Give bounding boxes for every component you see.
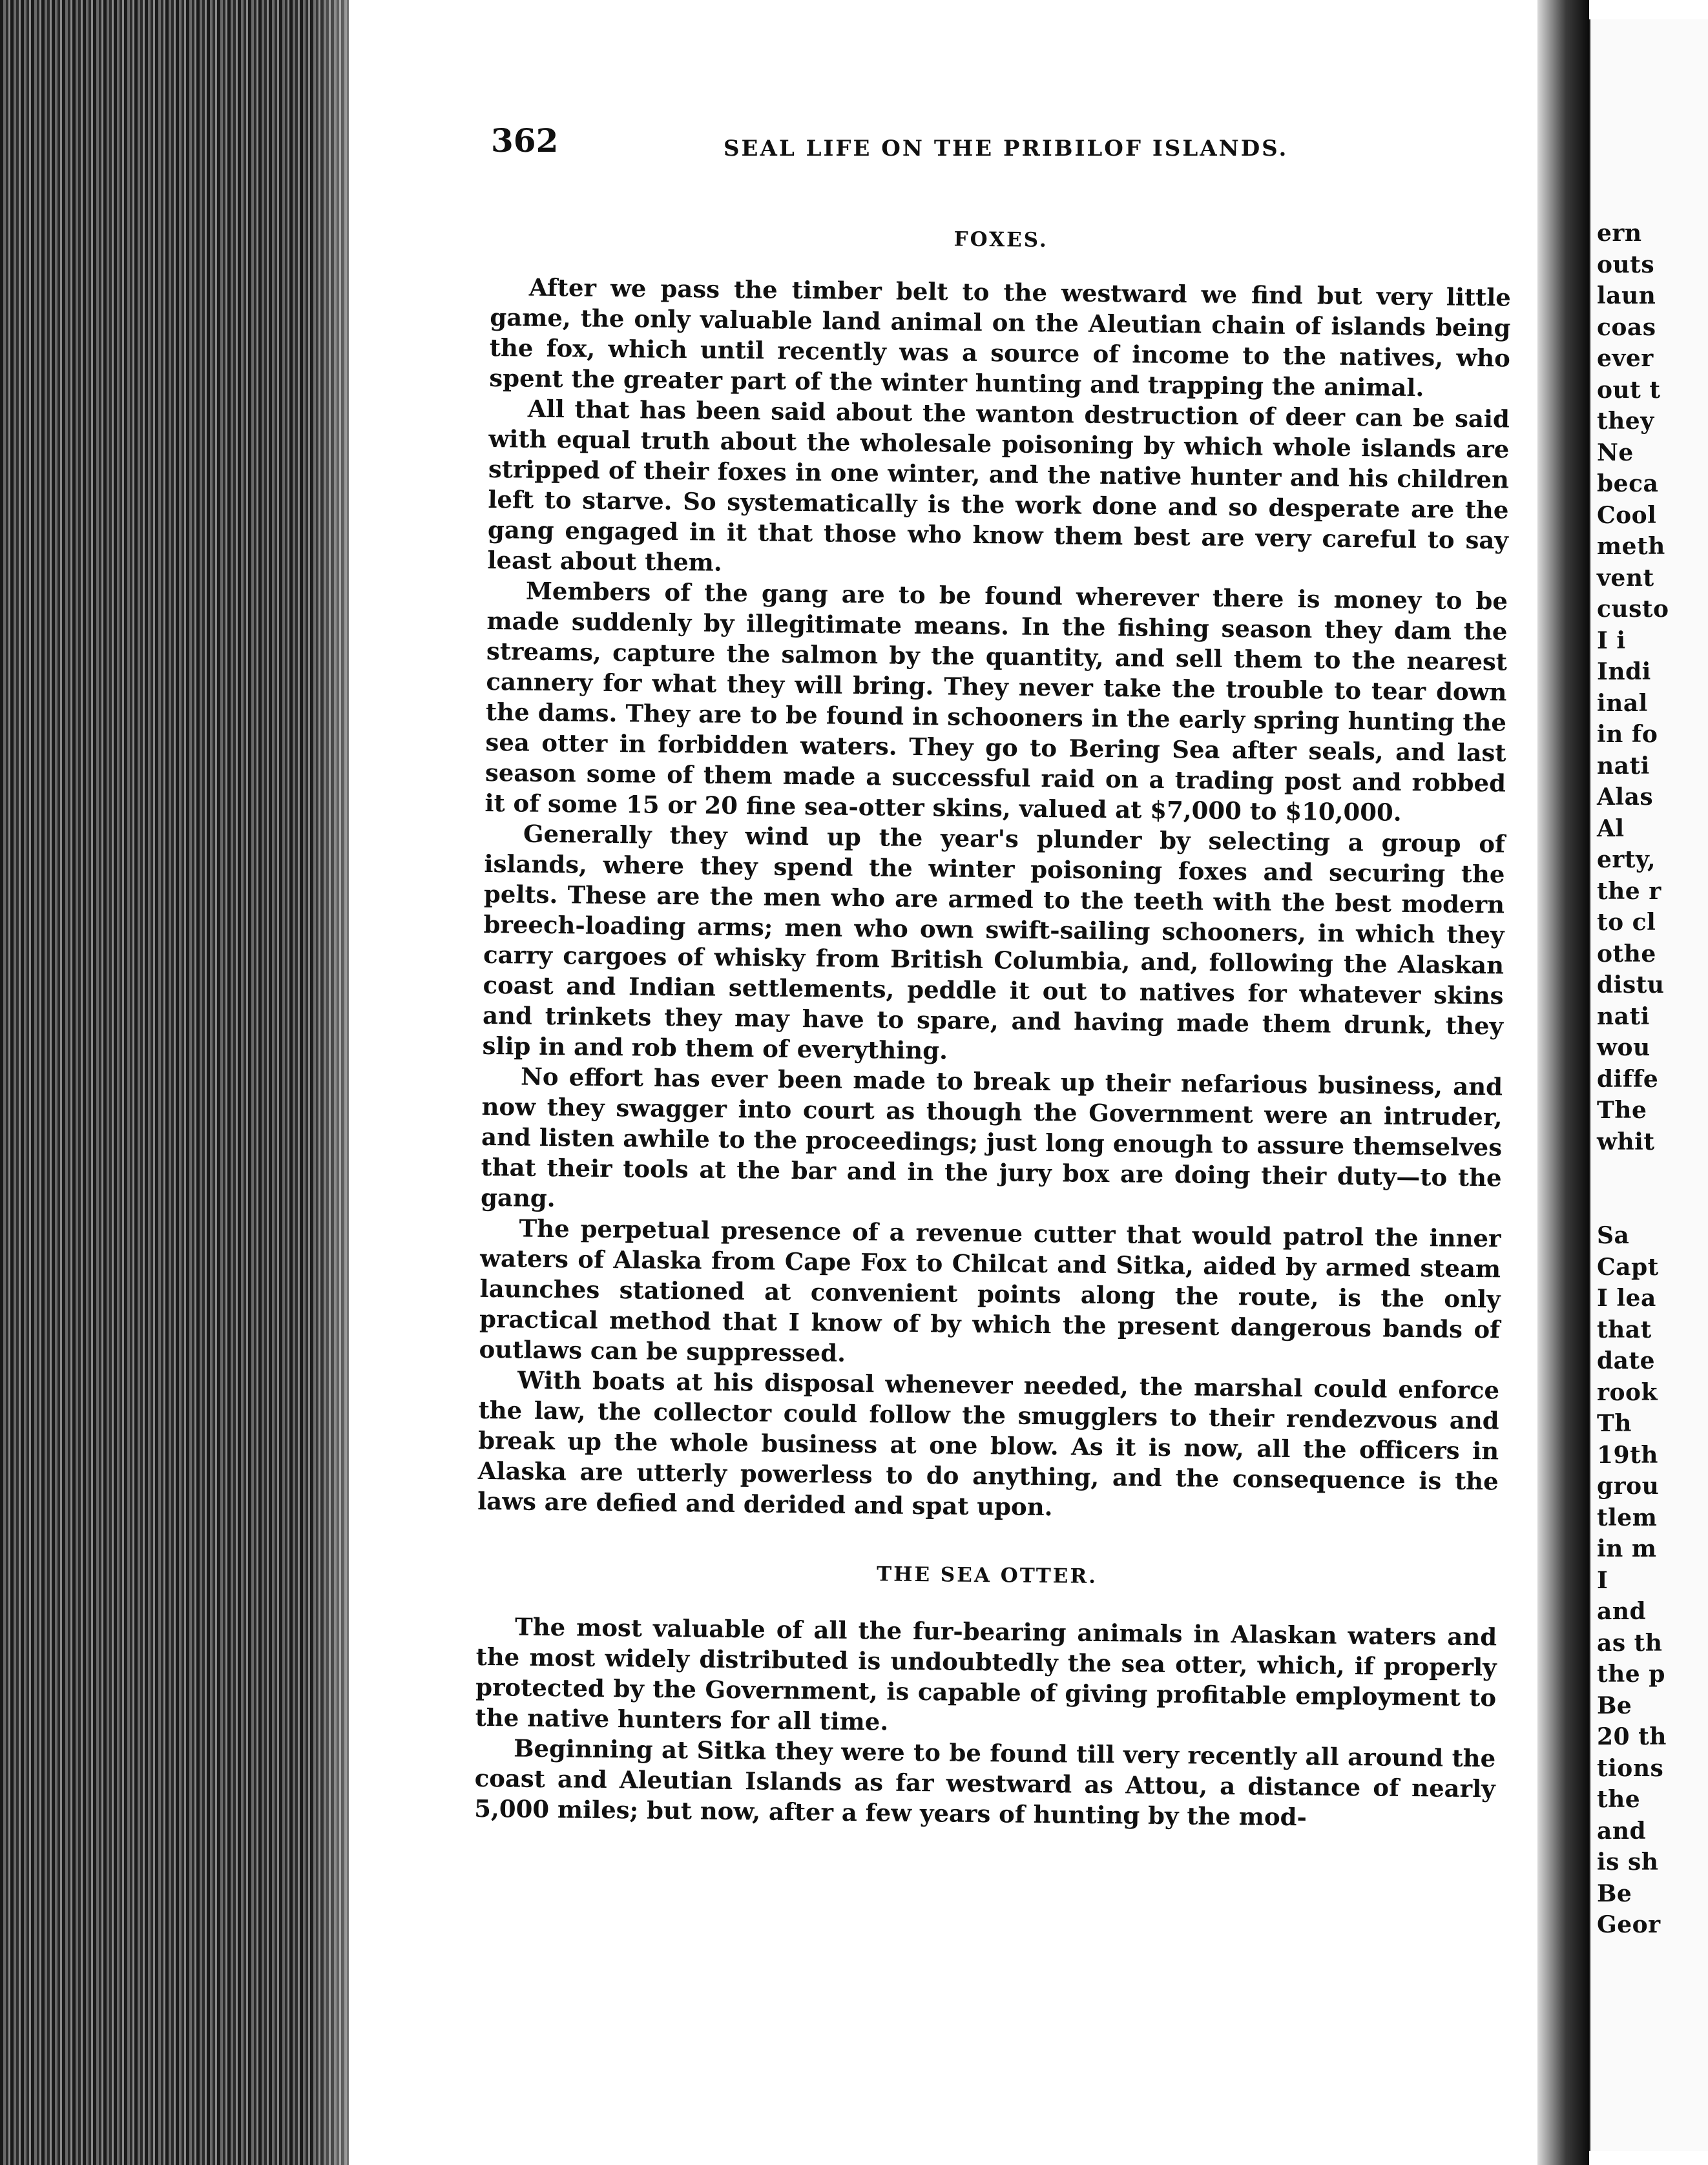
facing-page-fragment: Sa — [1597, 1222, 1630, 1249]
paragraph: The most valuable of all the fur-bearing animals in Alaskan waters and the most widely distributed is undoubtedly the sea otter, which, if properly protected by the Government, is capable of giving profitable employment to the native hunters for all time. — [475, 1612, 1497, 1736]
facing-page-fragment: Th — [1597, 1410, 1632, 1437]
facing-page-fragment: they — [1597, 408, 1654, 435]
paragraph: Members of the gang are to be found wherever there is money to be made suddenly by illegitimate means. In the fishing season they dam the streams, capture the salmon by the quantity, and sell them to the nearest cannery for what they will bring. They never take the trouble to tear down the dams. They are to be found in schooners in the early spring hunting the sea otter in forbidden waters. They go to Bering Sea after seals, and last season some of them made a successful raid on a trading post and robbed it of some 15 or 20 fine sea-otter skins, valued at $7,000 to $10,000. — [484, 576, 1508, 827]
facing-page-fragment: coas — [1597, 313, 1656, 341]
running-head — [491, 121, 1525, 167]
facing-page-fragment: and — [1597, 1817, 1647, 1845]
facing-page-fragment: I — [1597, 1566, 1609, 1594]
facing-page-fragment: meth — [1597, 533, 1665, 560]
facing-page-fragment: vent — [1597, 564, 1654, 592]
facing-page-fragment: in fo — [1597, 721, 1658, 748]
facing-page-fragment: custo — [1597, 596, 1669, 623]
facing-page-fragment: wou — [1597, 1034, 1651, 1061]
section-heading-sea-otter: THE SEA OTTER. — [876, 1562, 1098, 1588]
section-heading-foxes: FOXES. — [953, 227, 1049, 253]
page-gutter-shadow — [1537, 0, 1589, 2165]
facing-page-fragment: 19th — [1597, 1441, 1658, 1469]
facing-page-fragment: Ne — [1597, 439, 1634, 466]
facing-page-fragment: rook — [1597, 1378, 1658, 1406]
facing-page-fragment: The — [1597, 1097, 1647, 1124]
facing-page-fragment: Indi — [1597, 658, 1651, 685]
facing-page-fragment: tions — [1597, 1754, 1664, 1782]
page-body — [474, 220, 1512, 1834]
facing-page-fragment: nati — [1597, 1002, 1650, 1030]
facing-page-fragment: inal — [1597, 689, 1648, 717]
paragraph: After we pass the timber belt to the westward we find but very little game, the only valuable land animal on the Aleutian chain of islands being the fox, which until recently was a source of income to the natives, who spent the greater part of the winter hunting and trapping the animal. — [489, 273, 1512, 402]
facing-page-fragment: the p — [1597, 1661, 1665, 1688]
facing-page-fragment: othe — [1597, 940, 1656, 968]
facing-page-fragment: the — [1597, 1786, 1641, 1813]
facing-page-fragment: Al — [1597, 814, 1625, 842]
facing-page-fragment: ever — [1597, 345, 1654, 372]
facing-page-fragment: erty, — [1597, 846, 1656, 873]
facing-page-fragment: Capt — [1597, 1253, 1659, 1281]
paragraph: With boats at his disposal whenever needed, the marshal could enforce the law, the collector could follow the smugglers to their rendezvous and break up the whole business at one blow. As it is now, all the officers in Alaska are utterly powerless to do anything, and the consequence is the laws are defied and derided and spat upon. — [477, 1365, 1500, 1522]
page-number: 362 — [491, 121, 559, 160]
facing-page-fragment: Cool — [1597, 501, 1657, 529]
facing-page-fragment: 20 th — [1597, 1723, 1667, 1750]
facing-page-fragment: tlem — [1597, 1504, 1658, 1531]
facing-page-fragment: I i — [1597, 627, 1626, 654]
facing-page-fragment: Geor — [1597, 1911, 1661, 1938]
facing-page-fragment: ern — [1597, 220, 1642, 247]
facing-page-fragment: Be — [1597, 1692, 1632, 1719]
facing-page-fragment: beca — [1597, 470, 1659, 497]
facing-page-fragment: to cl — [1597, 909, 1656, 936]
facing-page-fragment: Alas — [1597, 783, 1654, 811]
facing-page-fragment: nati — [1597, 752, 1650, 780]
facing-page-fragment: laun — [1597, 282, 1656, 309]
facing-page — [1589, 19, 1708, 2151]
facing-page-fragment: in m — [1597, 1535, 1657, 1562]
facing-page-fragment: I lea — [1597, 1285, 1656, 1312]
facing-page-fragment: whit — [1597, 1128, 1655, 1155]
facing-page-fragment: the r — [1597, 877, 1661, 905]
facing-page-fragment: out t — [1597, 376, 1661, 404]
book-page — [362, 0, 1537, 2165]
facing-page-fragment: diffe — [1597, 1065, 1659, 1093]
facing-page-fragment: as th — [1597, 1629, 1663, 1657]
facing-page-fragment: distu — [1597, 971, 1665, 999]
paragraph: No effort has ever been made to break up their nefarious business, and now they swagger into court as though the Government were an intruder, and listen awhile to the proceedings; just long enough to assure themselves that their tools at the bar and in the jury box are doing their duty—to the gang. — [480, 1062, 1503, 1213]
paragraph: Beginning at Sitka they were to be found till very recently all around the coast and Aleutian Islands as far westward as Attou, a distance of nearly 5,000 miles; but now, after a few years of hunting by the mod- — [474, 1734, 1496, 1832]
facing-page-fragment: and — [1597, 1598, 1647, 1625]
paragraph: All that has been said about the wanton destruction of deer can be said with equal truth about the wholesale poisoning by which whole islands are stripped of their foxes in one winter, and the native hunter and his children left to starve. So systematically is the work done and so desperate are the gang engaged in it that those who know them best are very careful to say least about them. — [487, 394, 1510, 577]
running-title: SEAL LIFE ON THE PRIBILOF ISLANDS. — [724, 136, 1289, 161]
facing-page-fragment: outs — [1597, 251, 1655, 278]
facing-page-fragment: that — [1597, 1316, 1652, 1343]
book-fore-edge — [0, 0, 349, 2165]
facing-page-fragment: date — [1597, 1347, 1656, 1374]
facing-page-fragment: is sh — [1597, 1849, 1659, 1876]
facing-page-fragment: Be — [1597, 1880, 1632, 1907]
paragraph: Generally they wind up the year's plunder by selecting a group of islands, where they spend the winter poisoning foxes and securing the pelts. These are the men who are armed to the teeth with the best modern breech-loading arms; men who own swift-sailing schooners, in which they carry cargoes of whisky from British Columbia, and, following the Alaskan coast and Indian settlements, peddle it out to natives for whatever skins and trinkets they may have to spare, and having made them drunk, they slip in and rob them of everything. — [482, 819, 1506, 1065]
facing-page-fragment: grou — [1597, 1473, 1660, 1500]
paragraph: The perpetual presence of a revenue cutter that would patrol the inner waters of Alaska from Cape Fox to Chilcat and Sitka, aided by armed steam launches stationed at convenient points along the route, is the only practical method that I know of by which the present dangerous bands of outlaws can be suppressed. — [479, 1214, 1501, 1367]
